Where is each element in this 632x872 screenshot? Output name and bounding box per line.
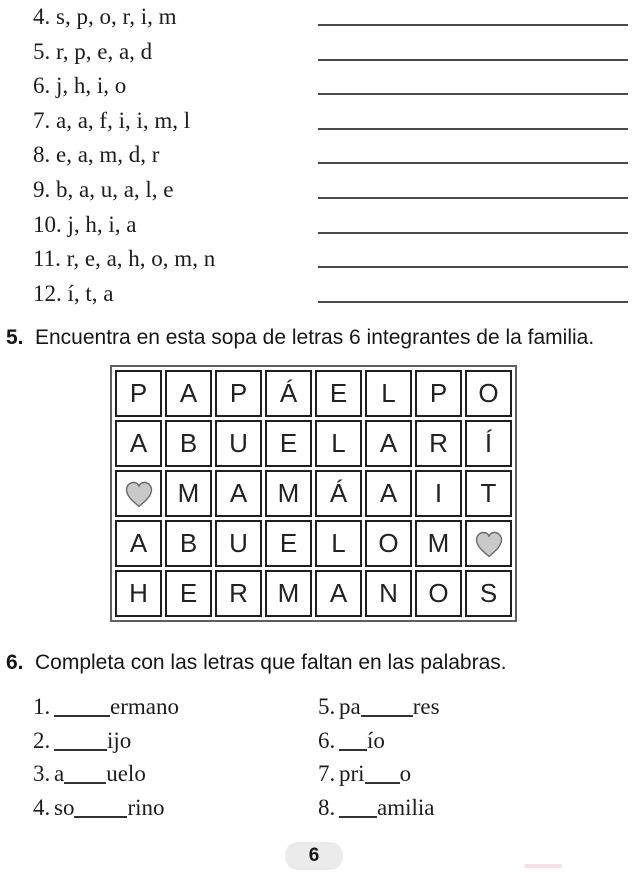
- grid-cell: R: [415, 420, 462, 467]
- grid-cell: M: [165, 470, 212, 517]
- exercise5-instruction: Encuentra en esta sopa de letras 6 integrantes de la familia.: [35, 326, 595, 349]
- grid-cell: L: [315, 520, 362, 567]
- letter-clue-row: [33, 104, 628, 139]
- grid-row: [115, 570, 512, 617]
- grid-cell: M: [415, 520, 462, 567]
- grid-cell: P: [215, 370, 262, 417]
- item-number: 6.: [318, 727, 336, 753]
- grid-cell: N: [365, 570, 412, 617]
- blank-line: [54, 747, 107, 751]
- word-prefix: a: [54, 761, 65, 787]
- grid-cell: U: [215, 520, 262, 567]
- blank-line: [64, 780, 106, 784]
- grid-cell: P: [115, 370, 162, 417]
- word-suffix: ijo: [107, 727, 132, 753]
- scan-artifact: [524, 864, 562, 868]
- word-prefix: pa: [339, 694, 361, 719]
- letter-clue-row: [33, 35, 628, 70]
- heart-icon: [473, 529, 505, 559]
- grid-row: [115, 470, 512, 517]
- grid-cell: A: [165, 370, 212, 417]
- letter-clue-row: [33, 173, 628, 208]
- grid-cell: L: [365, 370, 412, 417]
- word-suffix: res: [412, 694, 440, 719]
- grid-cell: [465, 520, 512, 567]
- word-suffix: o: [399, 761, 412, 787]
- item-number: 1.: [33, 694, 51, 719]
- grid-cell: S: [465, 570, 512, 617]
- grid-cell: R: [215, 570, 262, 617]
- answer-line: [318, 197, 628, 199]
- exercise6-heading: [6, 651, 507, 675]
- item-number: 2.: [33, 727, 51, 753]
- answer-line: [318, 93, 628, 95]
- page-number: 6: [308, 845, 320, 866]
- grid-cell: E: [315, 370, 362, 417]
- fill-blank-item: [318, 791, 440, 825]
- letter-clue-row: [33, 138, 628, 173]
- word-suffix: rino: [127, 795, 165, 821]
- grid-cell: H: [115, 570, 162, 617]
- fill-blank-column-right: [318, 690, 440, 825]
- fill-blank-column-left: [33, 690, 179, 825]
- letter-clue-text: 8. e, a, m, d, r: [33, 142, 160, 168]
- grid-cell: A: [365, 420, 412, 467]
- grid-cell: [115, 470, 162, 517]
- letter-clue-text: 9. b, a, u, a, l, e: [33, 176, 174, 202]
- word-prefix: pri: [339, 761, 365, 787]
- blank-line: [339, 747, 367, 751]
- grid-cell: A: [365, 470, 412, 517]
- grid-cell: O: [365, 520, 412, 567]
- answer-line: [318, 24, 628, 26]
- fill-blank-item: [318, 757, 440, 791]
- fill-blank-item: [318, 724, 440, 758]
- word-suffix: ío: [367, 727, 385, 753]
- blank-line: [361, 713, 413, 717]
- grid-cell: Á: [265, 370, 312, 417]
- letter-clue-text: 4. s, p, o, r, i, m: [33, 4, 177, 29]
- grid-cell: L: [315, 420, 362, 467]
- page-number-badge: [285, 842, 343, 870]
- blank-line: [54, 713, 110, 717]
- blank-line: [74, 814, 127, 818]
- grid-cell: Í: [465, 420, 512, 467]
- word-prefix: so: [54, 795, 75, 821]
- item-number: 5.: [318, 694, 336, 719]
- grid-row: [115, 520, 512, 567]
- item-number: 3.: [33, 761, 51, 787]
- word-search-grid: [110, 365, 517, 622]
- fill-blank-item: [33, 690, 179, 724]
- grid-cell: E: [165, 570, 212, 617]
- heart-icon: [123, 479, 155, 509]
- fill-blank-item: [33, 791, 179, 825]
- grid-cell: E: [265, 420, 312, 467]
- grid-cell: E: [265, 520, 312, 567]
- grid-cell: B: [165, 420, 212, 467]
- fill-blank-item: [318, 690, 440, 724]
- grid-cell: A: [215, 470, 262, 517]
- letter-clue-text: 11. r, e, a, h, o, m, n: [33, 246, 216, 272]
- grid-cell: A: [115, 420, 162, 467]
- answer-line: [318, 162, 628, 164]
- grid-cell: U: [215, 420, 262, 467]
- grid-cell: P: [415, 370, 462, 417]
- grid-row: [115, 370, 512, 417]
- letter-clue-text: 6. j, h, i, o: [33, 73, 127, 99]
- grid-cell: B: [165, 520, 212, 567]
- letter-clue-text: 5. r, p, e, a, d: [33, 38, 153, 64]
- answer-line: [318, 232, 628, 234]
- word-suffix: uelo: [106, 761, 146, 787]
- grid-cell: T: [465, 470, 512, 517]
- grid-cell: A: [315, 570, 362, 617]
- word-suffix: ermano: [110, 694, 179, 719]
- grid-cell: A: [115, 520, 162, 567]
- letter-clue-row: [33, 208, 628, 243]
- exercise6-instruction: Completa con las letras que faltan en las palabras.: [35, 651, 507, 674]
- letter-clue-row: [33, 277, 628, 312]
- exercise6-number: 6.: [6, 651, 24, 674]
- grid-cell: M: [265, 470, 312, 517]
- item-number: 4.: [33, 795, 51, 821]
- fill-blank-item: [33, 724, 179, 758]
- answer-line: [318, 301, 628, 303]
- fill-blank-item: [33, 757, 179, 791]
- answer-line: [318, 59, 628, 61]
- letter-clue-list: [33, 0, 628, 311]
- blank-line: [339, 814, 377, 818]
- word-suffix: amilia: [377, 795, 435, 821]
- grid-cell: O: [465, 370, 512, 417]
- item-number: 8.: [318, 795, 336, 821]
- letter-clue-row: [33, 0, 628, 35]
- answer-line: [318, 128, 628, 130]
- letter-clue-row: [33, 242, 628, 277]
- answer-line: [318, 266, 628, 268]
- letter-clue-text: 7. a, a, f, i, i, m, l: [33, 107, 191, 133]
- letter-clue-row: [33, 69, 628, 104]
- grid-cell: O: [415, 570, 462, 617]
- exercise5-number: 5.: [6, 326, 24, 349]
- letter-clue-text: 10. j, h, i, a: [33, 211, 137, 237]
- letter-clue-text: 12. í, t, a: [33, 280, 114, 306]
- exercise5-heading: [6, 326, 594, 350]
- grid-cell: M: [265, 570, 312, 617]
- blank-line: [365, 780, 400, 784]
- grid-row: [115, 420, 512, 467]
- grid-cell: Á: [315, 470, 362, 517]
- grid-cell: I: [415, 470, 462, 517]
- item-number: 7.: [318, 761, 336, 787]
